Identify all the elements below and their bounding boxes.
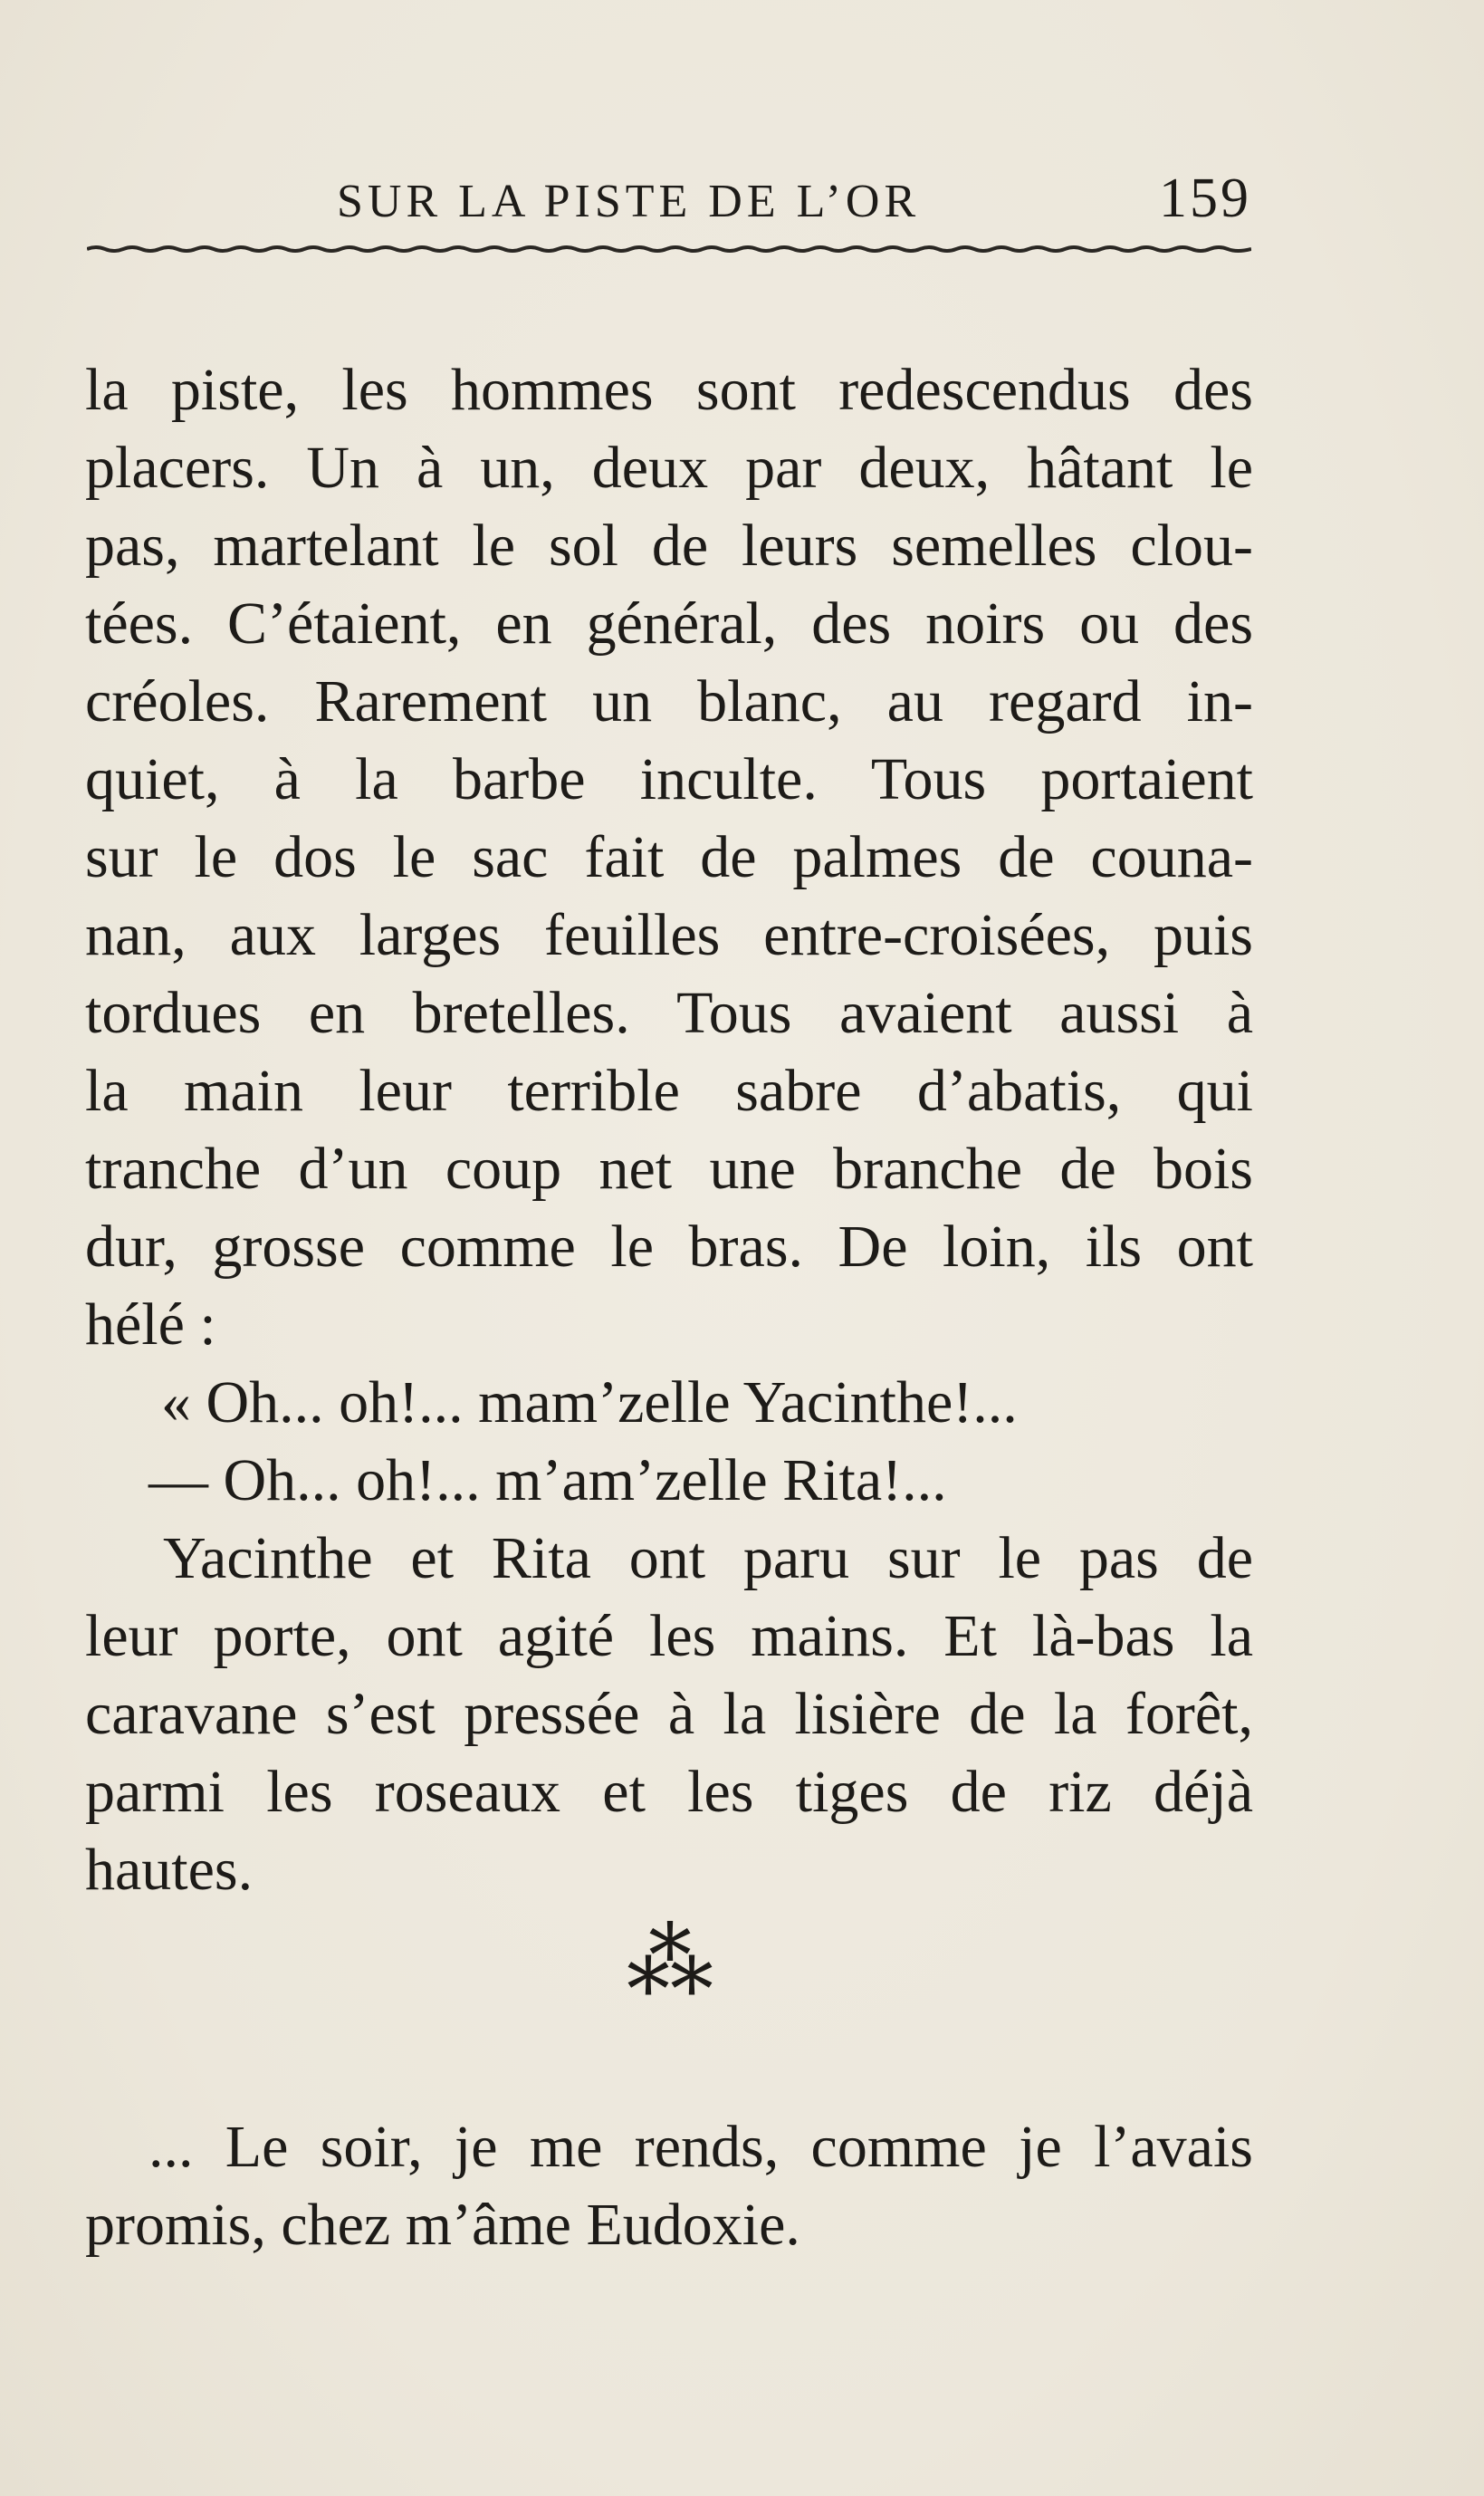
running-head [337, 170, 1251, 234]
text-line: créoles. Rarement un blanc, au regard in- [85, 668, 1253, 734]
text-line: hautes. [85, 1837, 254, 1903]
asterism-glyph: ⁂ [627, 1915, 713, 2011]
text-line: tranche d’un coup net une branche de bois [85, 1136, 1253, 1202]
text-line: nan, aux larges feuilles entre-croisées, puis [85, 902, 1253, 968]
closing-line: promis, chez m’âme Eudoxie. [85, 2192, 800, 2258]
text-line: la piste, les hommes sont redescendus des [85, 357, 1253, 423]
section-break-asterism [85, 1909, 1253, 2036]
header-rule [87, 243, 1251, 255]
text-line: leur porte, ont agité les mains. Et là-bas la [85, 1603, 1253, 1669]
running-title: SUR LA PISTE DE L’OR [337, 176, 921, 227]
page-number: 159 [1159, 168, 1251, 229]
text-line: hélé : [85, 1291, 216, 1358]
text-line: pas, martelant le sol de leurs semelles clou- [85, 513, 1253, 579]
text-line: caravane s’est pressée à la lisière de la forêt, [85, 1681, 1253, 1747]
dialogue-line: « Oh... oh!... mam’zelle Yacinthe!... [161, 1369, 1018, 1435]
text-line: placers. Un à un, deux par deux, hâtant le [85, 435, 1253, 501]
closing-line: ... Le soir, je me rends, comme je l’avais [148, 2114, 1253, 2180]
text-line: tordues en bretelles. Tous avaient aussi à [85, 980, 1253, 1046]
paragraph-start-line: Yacinthe et Rita ont paru sur le pas de [163, 1525, 1253, 1591]
text-line: sur le dos le sac fait de palmes de couna- [85, 824, 1253, 890]
text-line: tées. C’étaient, en général, des noirs ou des [85, 590, 1253, 657]
text-line: quiet, à la barbe inculte. Tous portaient [85, 746, 1253, 812]
dialogue-line: — Oh... oh!... m’am’zelle Rita!... [148, 1447, 947, 1513]
text-line: parmi les roseaux et les tiges de riz déjà [85, 1759, 1253, 1825]
body-text [85, 351, 1253, 2264]
text-line: dur, grosse comme le bras. De loin, ils ont [85, 1214, 1253, 1280]
text-line: la main leur terrible sabre d’abatis, qui [85, 1058, 1253, 1124]
